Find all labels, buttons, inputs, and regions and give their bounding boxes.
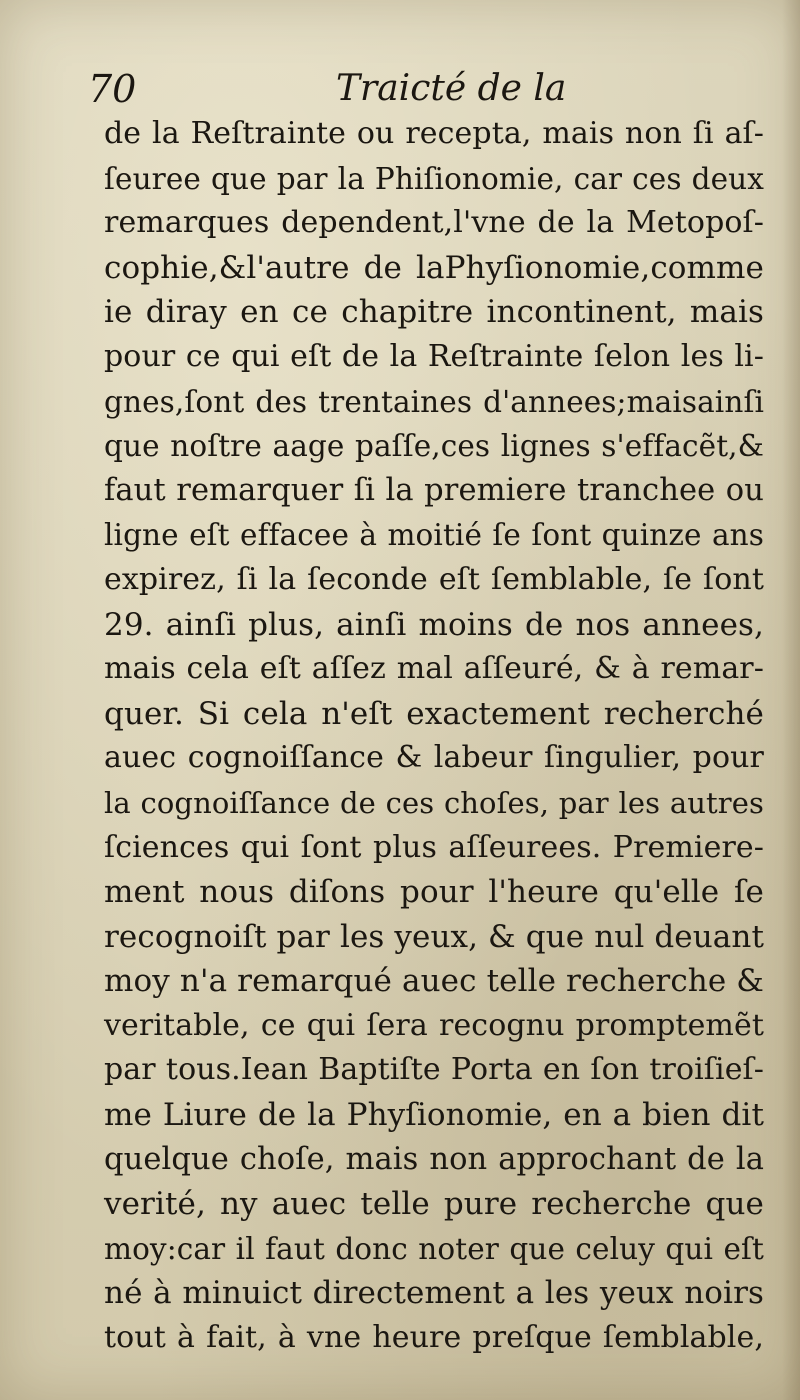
page-number: 70 [88,67,137,111]
text-line: quer. Si cela n'eſt exactement recherché [104,695,764,732]
text-line: recognoiſt par les yeux, & que nul deuant [104,918,764,955]
page-edge-shadow [782,0,800,1400]
text-line: né à minuict directement a les yeux noirs [104,1275,764,1312]
text-line: 29. ainſi plus, ainſi moins de nos annees, [104,606,764,643]
text-line: faut remarquer ſi la premiere tranchee ou [104,472,764,508]
text-line: ligne eſt effacee à moitié ſe ſont quinze ans [104,518,764,553]
text-line: verité, ny auec telle pure recherche que [104,1186,764,1223]
text-line: veritable, ce qui ſera recognu promptemẽt [104,1007,764,1043]
text-line: remarques dependent,l'vne de la Metopoſ- [104,205,764,241]
text-line: par tous.Iean Baptiſte Porta en ſon troiſieſ- [104,1052,764,1088]
text-line: moy n'a remarqué auec telle recherche & [104,963,764,1000]
text-line: tout à fait, à vne heure preſque ſemblable, [104,1320,764,1356]
text-line: de la Reſtrainte ou recepta, mais non ſi aſ- [104,116,764,151]
text-line: mais cela eſt aſſez mal aſſeuré, & à remar- [104,651,764,687]
text-line: ſciences qui ſont plus aſſeurees. Premiere- [104,829,764,865]
body-text [104,112,764,1361]
text-line: cophie,&l'autre de laPhyſionomie,comme [104,249,764,286]
text-line: quelque choſe, mais non approchant de la [104,1141,764,1177]
text-line: pour ce qui eſt de la Reſtrainte ſelon les li- [104,338,764,374]
text-line: ie diray en ce chapitre incontinent, mais [104,294,764,331]
text-line: gnes,ſont des trentaines d'annees;maisainſi [104,384,764,419]
text-line: moy:car il faut donc noter que celuy qui eſt [104,1231,764,1266]
text-line: que noſtre aage paſſe,ces lignes s'effacẽt,& [104,429,764,464]
text-line: ſeuree que par la Phiſionomie, car ces deux [104,161,764,196]
running-title: Traicté de la [336,68,567,109]
text-line: me Liure de la Phyſionomie, en a bien dit [104,1097,764,1134]
text-line: auec cognoiſſance & labeur ſingulier, pour [104,740,764,776]
running-head [88,64,567,114]
text-line: ment nous diſons pour l'heure qu'elle ſe [104,874,764,911]
text-line: la cognoiſſance de ces choſes, par les autres [104,785,764,820]
text-line: expirez, ſi la ſeconde eſt ſemblable, ſe ſont [104,561,764,597]
